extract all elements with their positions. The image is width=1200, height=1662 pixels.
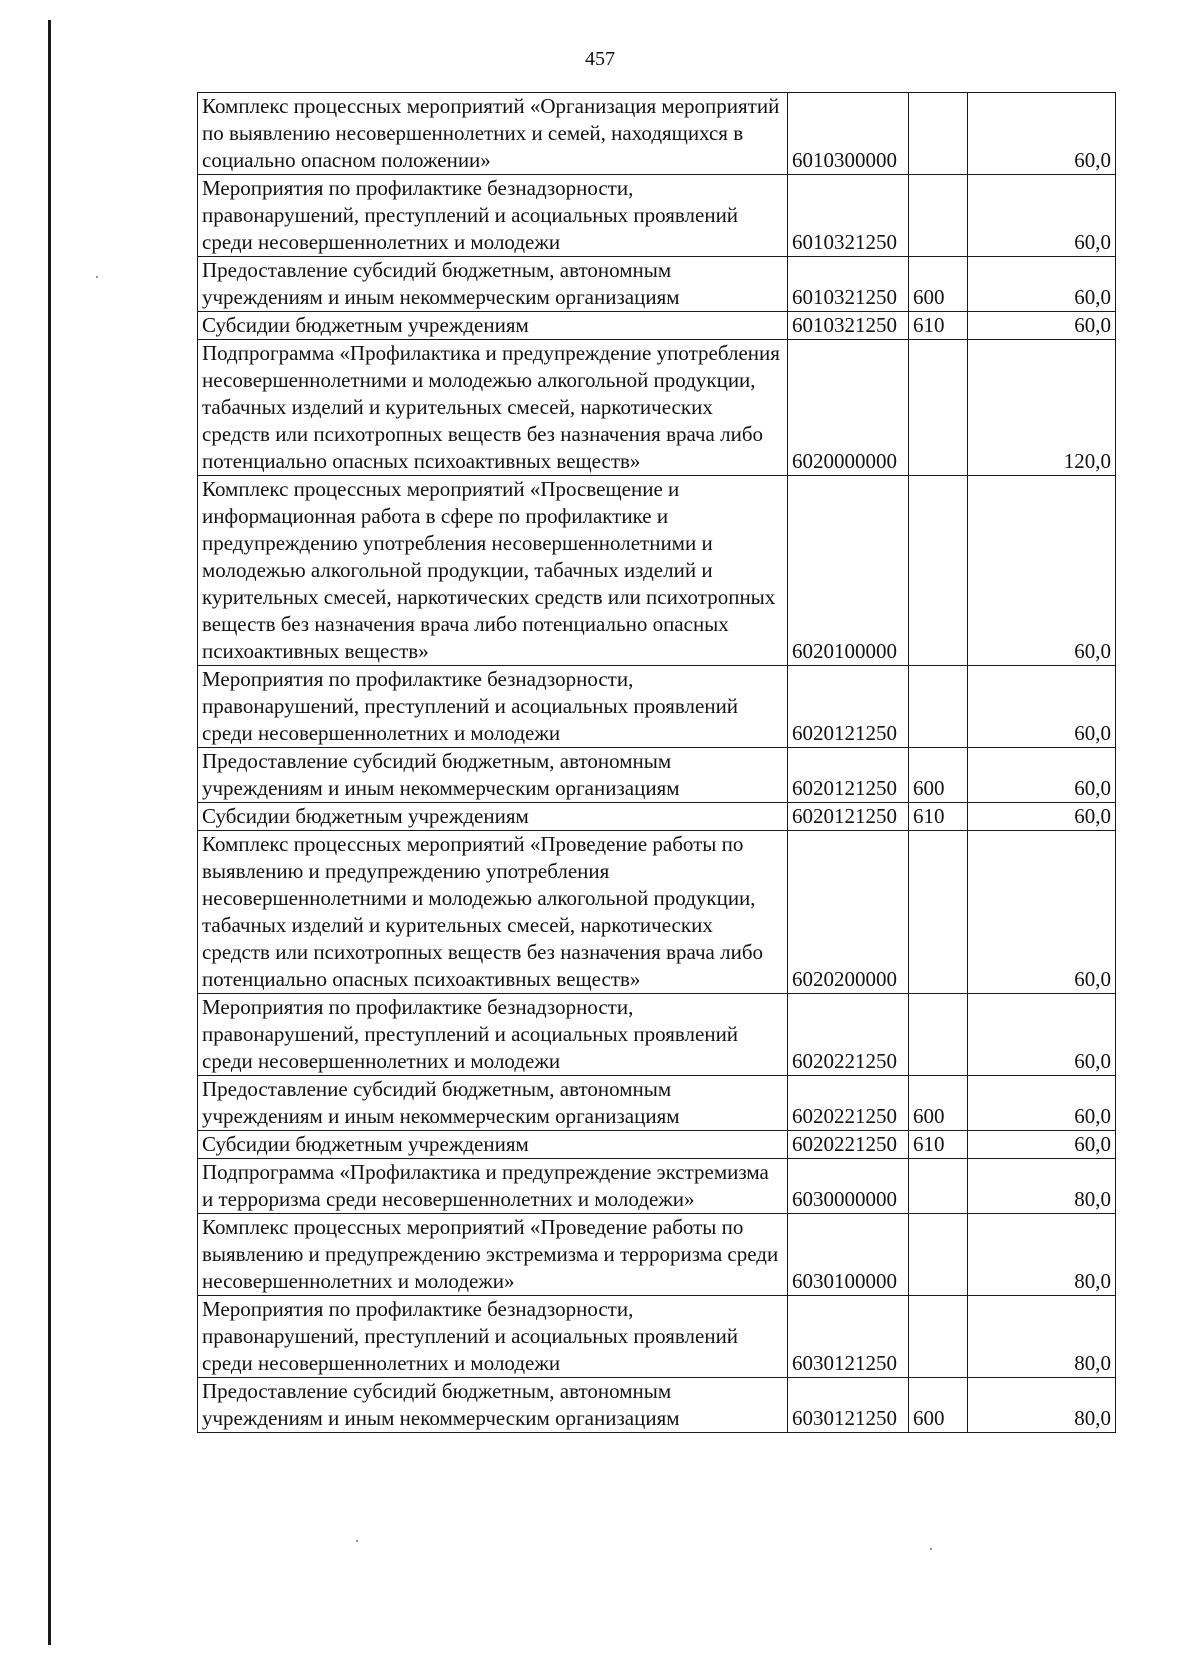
table-row [198,1214,1116,1296]
row-amount: 60,0 [968,476,1116,666]
table-row [198,312,1116,340]
row-expense-type [909,93,968,175]
row-name: Мероприятия по профилактике безнадзорности, правонарушений, преступлений и асоциальных проявлений среди несовершеннолетних и молодежи [198,666,788,748]
row-name: Комплекс процессных мероприятий «Проведение работы по выявлению и предупреждению экстремизма и терроризма среди несовершеннолетних и молодежи» [198,1214,788,1296]
row-expense-type [909,666,968,748]
budget-table [197,92,1116,1433]
row-amount: 60,0 [968,666,1116,748]
margin-line [48,20,51,1645]
row-expense-type [909,994,968,1076]
row-name: Субсидии бюджетным учреждениям [198,312,788,340]
scan-speck [356,1540,358,1542]
row-expense-type: 600 [909,257,968,312]
row-name: Субсидии бюджетным учреждениям [198,803,788,831]
table-row [198,1076,1116,1131]
scan-speck [96,276,98,278]
row-amount: 60,0 [968,803,1116,831]
row-name: Предоставление субсидий бюджетным, автономным учреждениям и иным некоммерческим организациям [198,748,788,803]
row-amount: 60,0 [968,312,1116,340]
page-number: 457 [585,48,615,70]
row-expense-type [909,1296,968,1378]
table-row [198,340,1116,476]
row-expense-type: 600 [909,748,968,803]
table-row [198,1296,1116,1378]
row-name: Комплекс процессных мероприятий «Проведение работы по выявлению и предупреждению употребления несовершеннолетними и молодежью алкогольной продукции, табачных изделий и курительных смесей, наркотических средств или психотропных веществ без назначения врача либо потенциально опасных психоактивных веществ» [198,831,788,994]
row-amount: 60,0 [968,93,1116,175]
row-expense-type [909,476,968,666]
row-expense-type: 600 [909,1076,968,1131]
row-expense-type [909,340,968,476]
row-expense-type: 610 [909,803,968,831]
row-name: Предоставление субсидий бюджетным, автономным учреждениям и иным некоммерческим организациям [198,1378,788,1433]
table-row [198,831,1116,994]
row-code: 6030000000 [788,1159,909,1214]
scan-speck [930,1548,932,1550]
row-expense-type: 610 [909,312,968,340]
row-expense-type: 610 [909,1131,968,1159]
row-code: 6020200000 [788,831,909,994]
table-row [198,476,1116,666]
row-expense-type [909,831,968,994]
row-name: Комплекс процессных мероприятий «Просвещение и информационная работа в сфере по профилактике и предупреждению употребления несовершеннолетними и молодежью алкогольной продукции, табачных изделий и курительных смесей, наркотических средств или психотропных веществ без назначения врача либо потенциально опасных психоактивных веществ» [198,476,788,666]
row-name: Мероприятия по профилактике безнадзорности, правонарушений, преступлений и асоциальных проявлений среди несовершеннолетних и молодежи [198,175,788,257]
row-amount: 60,0 [968,831,1116,994]
table-row [198,175,1116,257]
row-amount: 80,0 [968,1159,1116,1214]
table-row [198,666,1116,748]
row-expense-type [909,1214,968,1296]
row-expense-type [909,175,968,257]
row-name: Комплекс процессных мероприятий «Организация мероприятий по выявлению несовершеннолетних и семей, находящихся в социально опасном положении» [198,93,788,175]
row-amount: 80,0 [968,1214,1116,1296]
table-row [198,748,1116,803]
row-code: 6020100000 [788,476,909,666]
row-amount: 60,0 [968,994,1116,1076]
row-amount: 80,0 [968,1296,1116,1378]
row-name: Субсидии бюджетным учреждениям [198,1131,788,1159]
row-expense-type: 600 [909,1378,968,1433]
row-amount: 60,0 [968,257,1116,312]
row-code: 6020121250 [788,803,909,831]
row-name: Предоставление субсидий бюджетным, автономным учреждениям и иным некоммерческим организациям [198,257,788,312]
row-code: 6020221250 [788,1131,909,1159]
row-amount: 60,0 [968,1131,1116,1159]
table-row [198,1159,1116,1214]
row-code: 6020121250 [788,748,909,803]
row-code: 6030121250 [788,1296,909,1378]
row-expense-type [909,1159,968,1214]
row-amount: 60,0 [968,175,1116,257]
row-name: Мероприятия по профилактике безнадзорности, правонарушений, преступлений и асоциальных проявлений среди несовершеннолетних и молодежи [198,994,788,1076]
row-amount: 60,0 [968,748,1116,803]
row-code: 6030121250 [788,1378,909,1433]
row-amount: 80,0 [968,1378,1116,1433]
table-row [198,93,1116,175]
table-row [198,1378,1116,1433]
budget-table-body [198,93,1116,1433]
row-amount: 60,0 [968,1076,1116,1131]
table-row [198,994,1116,1076]
row-name: Мероприятия по профилактике безнадзорности, правонарушений, преступлений и асоциальных проявлений среди несовершеннолетних и молодежи [198,1296,788,1378]
table-row [198,257,1116,312]
row-amount: 120,0 [968,340,1116,476]
row-code: 6020221250 [788,994,909,1076]
row-name: Подпрограмма «Профилактика и предупреждение экстремизма и терроризма среди несовершеннолетних и молодежи» [198,1159,788,1214]
row-code: 6020221250 [788,1076,909,1131]
row-code: 6010321250 [788,175,909,257]
row-code: 6030100000 [788,1214,909,1296]
row-code: 6010321250 [788,257,909,312]
row-code: 6020121250 [788,666,909,748]
table-row [198,1131,1116,1159]
row-code: 6020000000 [788,340,909,476]
table-row [198,803,1116,831]
row-name: Подпрограмма «Профилактика и предупреждение употребления несовершеннолетними и молодежью алкогольной продукции, табачных изделий и курительных смесей, наркотических средств или психотропных веществ без назначения врача либо потенциально опасных психоактивных веществ» [198,340,788,476]
row-code: 6010321250 [788,312,909,340]
row-name: Предоставление субсидий бюджетным, автономным учреждениям и иным некоммерческим организациям [198,1076,788,1131]
row-code: 6010300000 [788,93,909,175]
